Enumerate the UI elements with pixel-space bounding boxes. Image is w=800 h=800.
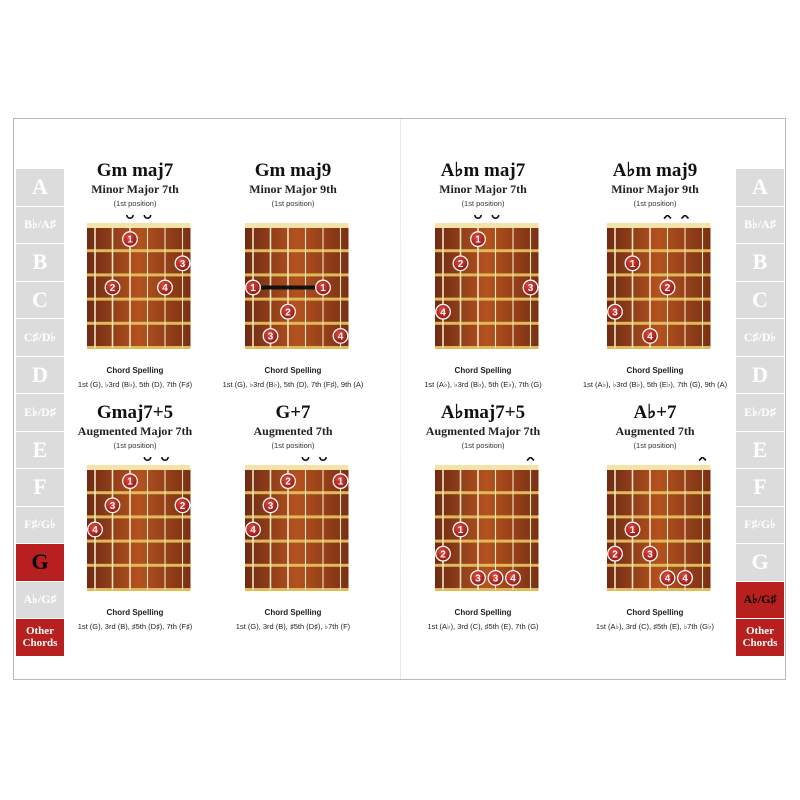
chord-type: Minor Major 7th: [439, 182, 527, 196]
chord-type: Augmented 7th: [615, 424, 695, 438]
fret-wire: [87, 322, 191, 325]
muted-string-marker: [682, 215, 689, 219]
tab-right-6[interactable]: E♭/D♯: [736, 394, 784, 431]
fret-wire: [245, 540, 349, 543]
tab-left-11[interactable]: A♭/G♯: [16, 582, 64, 619]
finger-number: 1: [127, 234, 133, 246]
finger-number: 3: [267, 500, 274, 512]
muted-string-marker: [699, 457, 706, 461]
finger-number: 3: [647, 549, 653, 561]
finger-number: 3: [179, 258, 186, 270]
fret-wire: [607, 564, 711, 567]
chord-diagram: [560, 215, 750, 375]
fret-wire: [245, 588, 349, 591]
fret-wire: [87, 346, 191, 349]
chord-name: A♭+7: [633, 402, 677, 423]
finger-number: 1: [320, 283, 326, 295]
finger-number: 2: [285, 476, 291, 488]
nut: [607, 465, 711, 470]
chord-spelling-heading: Chord Spelling: [264, 608, 322, 617]
fret-wire: [87, 273, 191, 276]
fret-wire: [435, 564, 539, 567]
finger-number: 1: [629, 525, 636, 537]
fret-wire: [607, 273, 711, 276]
fret-wire: [435, 491, 539, 494]
finger-number: 2: [440, 549, 446, 561]
finger-number: 4: [647, 331, 653, 343]
tab-left-1[interactable]: B♭/A♯: [16, 207, 64, 244]
fret-wire: [87, 540, 191, 543]
chord-card: [198, 160, 388, 390]
finger-number: 1: [475, 234, 481, 246]
finger-number: 4: [250, 525, 256, 537]
finger-number: 3: [527, 283, 534, 295]
chord-position: (1st position): [633, 441, 677, 450]
open-string-marker: [302, 457, 308, 460]
chord-spelling: 1st (G), ♭3rd (B♭), 5th (D), 7th (F♯), 9th (A): [222, 380, 364, 389]
tab-right-12[interactable]: Other Chords: [736, 619, 784, 656]
chord-card: [388, 160, 578, 390]
chord-position: (1st position): [461, 441, 505, 450]
finger-number: 4: [337, 331, 344, 343]
tab-right-4[interactable]: C♯/D♭: [736, 319, 784, 356]
chord-spelling-heading: Chord Spelling: [626, 608, 684, 617]
tab-left-5[interactable]: D: [16, 357, 64, 394]
finger-number: 3: [267, 331, 274, 343]
chord-position: (1st position): [271, 199, 315, 208]
tab-right-2[interactable]: B: [736, 244, 784, 281]
finger-number: 3: [492, 573, 499, 585]
chord-spelling: 1st (A♭), ♭3rd (B♭), 5th (E♭), 7th (G): [424, 380, 542, 389]
finger-number: 4: [440, 307, 446, 319]
chord-spelling-heading: Chord Spelling: [454, 608, 512, 617]
muted-string-marker: [664, 215, 671, 219]
fretboard: [87, 227, 191, 348]
fret-wire: [607, 515, 711, 518]
chord-diagram: [198, 215, 388, 375]
tab-left-3[interactable]: C: [16, 282, 64, 319]
tab-right-8[interactable]: F: [736, 469, 784, 506]
chord-name: A♭maj7+5: [440, 402, 526, 423]
tab-left-2[interactable]: B: [16, 244, 64, 281]
open-string-marker: [492, 215, 498, 218]
chord-diagram: [560, 457, 750, 617]
tab-right-0[interactable]: A: [736, 169, 784, 206]
fret-wire: [607, 249, 711, 252]
fret-wire: [245, 491, 349, 494]
finger-number: 2: [109, 283, 116, 295]
tab-left-0[interactable]: A: [16, 169, 64, 206]
tab-left-4[interactable]: C♯/D♭: [16, 319, 64, 356]
nut: [87, 223, 191, 228]
fret-wire: [87, 515, 191, 518]
fret-wire: [607, 346, 711, 349]
fret-wire: [607, 322, 711, 325]
tab-left-7[interactable]: E: [16, 432, 64, 469]
chord-card: [560, 160, 750, 390]
fret-wire: [87, 249, 191, 252]
finger-number: 3: [109, 500, 116, 512]
fret-wire: [435, 249, 539, 252]
tab-left-12[interactable]: Other Chords: [16, 619, 64, 656]
fret-wire: [607, 298, 711, 301]
chord-spelling: 1st (A♭), 3rd (C), ♯5th (E), 7th (G): [427, 622, 539, 631]
open-string-marker: [144, 215, 150, 218]
tab-right-10[interactable]: G: [736, 544, 784, 581]
fret-wire: [87, 491, 191, 494]
fret-wire: [87, 588, 191, 591]
chord-name: A♭m maj9: [612, 160, 698, 181]
nut: [435, 223, 539, 228]
chord-spelling-heading: Chord Spelling: [106, 366, 164, 375]
finger-number: 1: [629, 258, 636, 270]
chord-card: [198, 402, 388, 632]
chord-spelling: 1st (A♭), 3rd (C), ♯5th (E), ♭7th (G♭): [595, 622, 715, 631]
finger-number: 4: [510, 573, 516, 585]
chord-name: Gm maj7: [96, 160, 174, 181]
fret-wire: [435, 540, 539, 543]
finger-number: 1: [127, 476, 133, 488]
chord-type: Minor Major 9th: [611, 182, 699, 196]
chord-position: (1st position): [271, 441, 315, 450]
tab-left-8[interactable]: F: [16, 469, 64, 506]
nut: [245, 465, 349, 470]
chord-position: (1st position): [113, 441, 157, 450]
chord-type: Augmented Major 7th: [425, 424, 541, 438]
fret-wire: [245, 515, 349, 518]
chord-name: A♭m maj7: [440, 160, 526, 181]
chord-type: Augmented Major 7th: [77, 424, 193, 438]
chord-position: (1st position): [113, 199, 157, 208]
chord-spelling: 1st (G), 3rd (B), ♯5th (D♯), 7th (F♯): [77, 622, 193, 631]
chord-name: G+7: [275, 402, 311, 423]
tab-left-10[interactable]: G: [16, 544, 64, 581]
tab-right-1[interactable]: B♭/A♯: [736, 207, 784, 244]
finger-number: 4: [664, 573, 671, 585]
chord-position: (1st position): [633, 199, 677, 208]
muted-string-marker: [527, 457, 534, 461]
chord-diagram: [388, 215, 578, 375]
nut: [607, 223, 711, 228]
nut: [435, 465, 539, 470]
chord-spelling-heading: Chord Spelling: [626, 366, 684, 375]
chord-card: [560, 402, 750, 632]
fret-wire: [245, 346, 349, 349]
open-string-marker: [162, 457, 168, 460]
open-string-marker: [144, 457, 150, 460]
fret-wire: [435, 273, 539, 276]
open-string-marker: [320, 457, 326, 460]
tab-right-11[interactable]: A♭/G♯: [736, 582, 784, 619]
fret-wire: [607, 540, 711, 543]
chord-name: Gm maj9: [254, 160, 332, 181]
fret-wire: [245, 249, 349, 252]
fret-wire: [607, 491, 711, 494]
fret-wire: [435, 298, 539, 301]
finger-number: 4: [92, 525, 98, 537]
tab-right-7[interactable]: E: [736, 432, 784, 469]
fret-wire: [435, 588, 539, 591]
fretboard: [435, 469, 539, 590]
fret-wire: [87, 298, 191, 301]
finger-number: 4: [682, 573, 688, 585]
finger-number: 4: [162, 283, 168, 295]
chord-spelling-heading: Chord Spelling: [454, 366, 512, 375]
finger-number: 1: [457, 525, 464, 537]
barre-bar: [253, 286, 323, 290]
tab-left-6[interactable]: E♭/D♯: [16, 394, 64, 431]
chord-spelling-heading: Chord Spelling: [264, 366, 322, 375]
fret-wire: [245, 564, 349, 567]
fret-wire: [607, 588, 711, 591]
tab-right-3[interactable]: C: [736, 282, 784, 319]
fret-wire: [87, 564, 191, 567]
chord-diagram: [198, 457, 388, 617]
chord-position: (1st position): [461, 199, 505, 208]
finger-number: 1: [337, 476, 344, 488]
tab-right-5[interactable]: D: [736, 357, 784, 394]
finger-number: 3: [475, 573, 481, 585]
nut: [87, 465, 191, 470]
chord-type: Minor Major 7th: [91, 182, 179, 196]
finger-number: 2: [179, 500, 186, 512]
finger-number: 3: [612, 307, 618, 319]
fret-wire: [245, 298, 349, 301]
finger-number: 2: [664, 283, 671, 295]
fret-wire: [435, 322, 539, 325]
chord-type: Minor Major 9th: [249, 182, 337, 196]
open-string-marker: [127, 215, 133, 218]
tab-right-9[interactable]: F♯/G♭: [736, 507, 784, 544]
fret-wire: [245, 322, 349, 325]
finger-number: 2: [285, 307, 291, 319]
finger-number: 1: [250, 283, 256, 295]
fret-wire: [435, 346, 539, 349]
finger-number: 2: [457, 258, 464, 270]
chord-spelling: 1st (A♭), ♭3rd (B♭), 5th (E♭), 7th (G), 9th (A): [582, 380, 728, 389]
finger-number: 2: [612, 549, 618, 561]
fretboard: [607, 469, 711, 590]
fretboard: [607, 227, 711, 348]
open-string-marker: [475, 215, 481, 218]
tab-left-9[interactable]: F♯/G♭: [16, 507, 64, 544]
chord-card: [388, 402, 578, 632]
chord-spelling-heading: Chord Spelling: [106, 608, 164, 617]
fret-wire: [245, 273, 349, 276]
fret-wire: [435, 515, 539, 518]
nut: [245, 223, 349, 228]
chord-diagram: [388, 457, 578, 617]
chord-spelling: 1st (G), ♭3rd (B♭), 5th (D), 7th (F♯): [77, 380, 193, 389]
chord-type: Augmented 7th: [253, 424, 333, 438]
chord-name: Gmaj7+5: [96, 402, 174, 423]
chord-spelling: 1st (G), 3rd (B), ♯5th (D♯), ♭7th (F): [235, 622, 351, 631]
